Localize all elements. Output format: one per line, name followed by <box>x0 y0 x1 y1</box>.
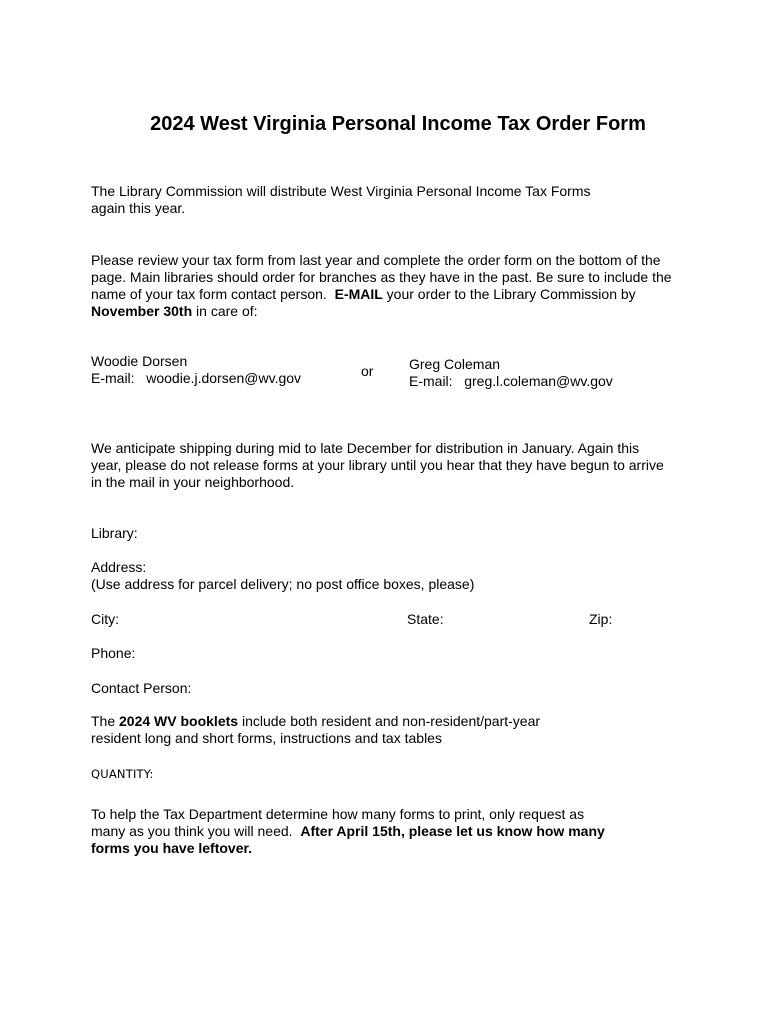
contact-left-email: woodie.j.dorsen@wv.gov <box>146 370 302 386</box>
contact-left <box>91 353 301 387</box>
contact-left-name: Woodie Dorsen <box>91 353 188 369</box>
contact-right-email: greg.l.coleman@wv.gov <box>464 373 613 389</box>
contact-person-field-label: Contact Person: <box>91 680 192 696</box>
contact-right-email-line <box>409 373 613 390</box>
instructions-text: Please review your tax form from last year and complete the order form on the bottom of the page. Main libraries should order for branches as they have in the past. Be sure to include the name of your tax form contact person. <box>91 252 672 302</box>
instructions-text-3: in care of: <box>196 303 258 319</box>
page-title: 2024 West Virginia Personal Income Tax Order Form <box>150 113 646 135</box>
address-field-label: Address: <box>91 559 147 575</box>
contact-left-email-line <box>91 370 301 387</box>
zip-field-label: Zip: <box>589 611 613 627</box>
booklets-emphasis: 2024 WV booklets <box>119 713 239 729</box>
phone-field-label: Phone: <box>91 645 136 661</box>
closing-text: To help the Tax Department determine how many forms to print, only request as many as you think you will need. <box>91 806 585 839</box>
booklets-text: include both resident and non-resident/part-year resident long and short forms, instructions and tax tables <box>91 713 541 746</box>
quantity-field-label: QUANTITY: <box>91 767 154 781</box>
booklets-paragraph <box>91 713 571 747</box>
contact-right <box>409 356 613 390</box>
closing-paragraph <box>91 806 611 857</box>
booklets-prefix: The <box>91 713 116 729</box>
shipping-paragraph: We anticipate shipping during mid to late December for distribution in January. Again this year, please do not release forms at your library until you hear that they have begun to arrive in the mail in your neighborhood. <box>91 440 664 490</box>
closing-emphasis: After April 15th, please let us know how many forms you have leftover. <box>91 823 605 856</box>
email-label: E-mail: <box>409 373 453 389</box>
city-field-label: City: <box>91 611 119 627</box>
intro-paragraph: The Library Commission will distribute West Virginia Personal Income Tax Forms again this year. <box>91 183 591 216</box>
contact-separator: or <box>361 363 374 379</box>
instructions-paragraph <box>91 252 686 320</box>
email-label: E-mail: <box>91 370 135 386</box>
address-note: (Use address for parcel delivery; no post office boxes, please) <box>91 576 475 592</box>
instructions-text-2: your order to the Library Commission by <box>386 286 636 302</box>
library-field-label: Library: <box>91 525 138 541</box>
state-field-label: State: <box>407 611 444 627</box>
contact-right-name: Greg Coleman <box>409 356 501 372</box>
deadline: November 30th <box>91 303 193 319</box>
email-emphasis: E-MAIL <box>334 286 383 302</box>
